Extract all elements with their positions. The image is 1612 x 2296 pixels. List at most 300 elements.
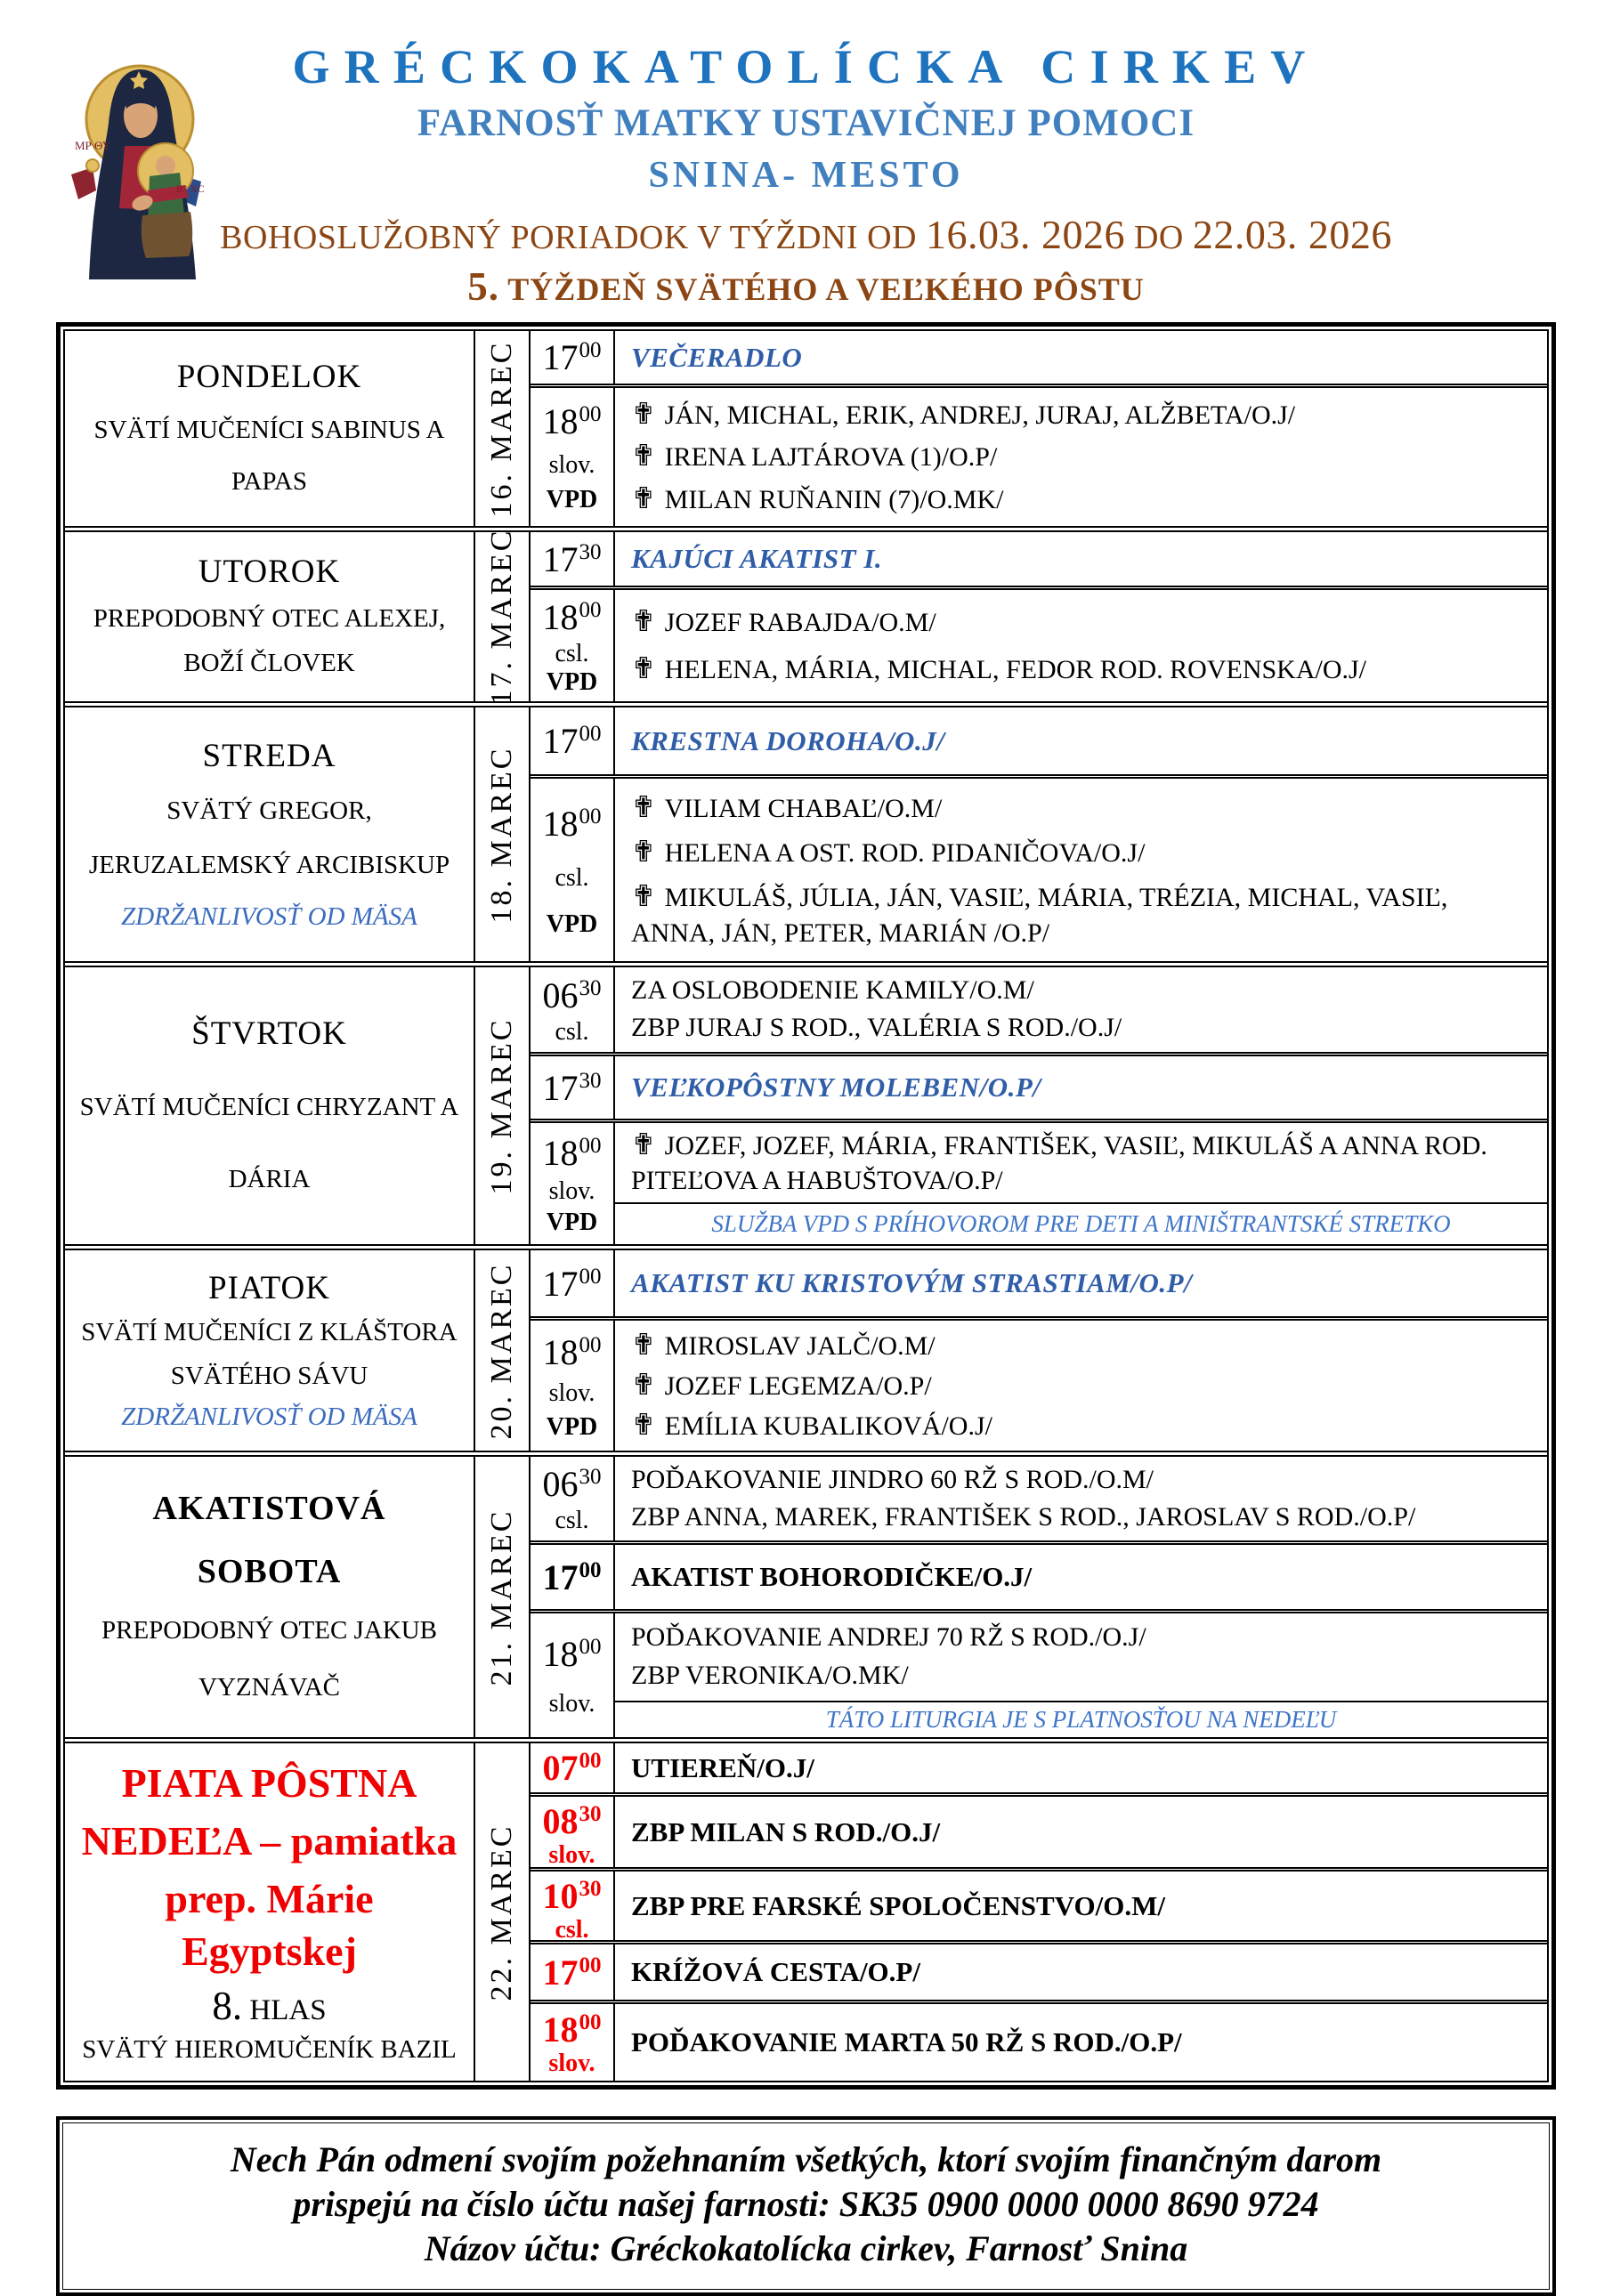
slot-time (543, 1331, 602, 1373)
time-hour: 17 (542, 1067, 579, 1108)
slot-row (531, 1052, 1547, 1119)
slot-row (531, 1457, 1547, 1540)
service-text: ZBP VERONIKA/O.MK/ (631, 1661, 909, 1691)
schedule-table-frame (56, 322, 1556, 2090)
time-minutes: 30 (579, 1068, 602, 1093)
service-text: AKATIST BOHORODIČKE/O.J/ (631, 1561, 1033, 1593)
service-line (631, 1265, 1531, 1301)
time-label: csl. (555, 1018, 589, 1047)
slot-time (543, 1263, 602, 1305)
day-date: 18. MAREC (485, 746, 518, 923)
slot-services-area (615, 388, 1547, 526)
service-text: VEĽKOPÔSTNY MOLEBEN/O.P/ (631, 1071, 1041, 1104)
slot-time (543, 1132, 602, 1174)
slot-time-cell (531, 590, 615, 701)
service-line (631, 1621, 1531, 1654)
service-line (631, 481, 1531, 518)
time-label: slov. (548, 1841, 595, 1869)
slot-time-cell (531, 1250, 615, 1316)
day-title-line: SVÄTÍ MUČENÍCI SABINUS A (93, 416, 445, 445)
day-cell-piatok (65, 1250, 475, 1451)
slot-services (615, 707, 1547, 774)
slot-time (543, 2009, 602, 2050)
day-date: 16. MAREC (485, 340, 518, 517)
date-cell-sobota (475, 1457, 531, 1737)
service-text: VEČERADLO (631, 341, 803, 373)
time-hour: 17 (542, 1952, 579, 1993)
day-cell-stvrtok (65, 967, 475, 1244)
day-title-line: SVÄTÝ HIEROMUČENÍK BAZIL (82, 2035, 457, 2065)
day-date: 17. MAREC (485, 528, 518, 706)
slot-row (531, 532, 1547, 586)
slot-row (531, 967, 1547, 1052)
slot-services-area (615, 532, 1547, 586)
week-title-text: TÝŽDEŇ SVÄTÉHO A VEĽKÉHO PÔSTU (507, 271, 1145, 307)
slot-services (615, 1457, 1547, 1540)
day-title-line: SVÄTÍ MUČENÍCI CHRYZANT A (79, 1093, 459, 1122)
day-title-line: PIATOK (208, 1269, 330, 1306)
slot-services-area (615, 779, 1547, 961)
memorial-cross-icon: ✟ (631, 791, 656, 824)
slot-services-area (615, 1944, 1547, 2000)
service-line (631, 878, 1531, 950)
service-line (631, 1659, 1531, 1693)
slot-row (531, 1540, 1547, 1609)
service-text: ZBP ANNA, MAREK, FRANTIŠEK S ROD., JAROSLAV S ROD./O.P/ (631, 1501, 1416, 1532)
slot-services-area (615, 1797, 1547, 1867)
slot-row (531, 586, 1547, 701)
day-date: 22. MAREC (485, 1823, 518, 2001)
slot-row (531, 1792, 1547, 1867)
slot-row (531, 1119, 1547, 1244)
day-title-line: BOŽÍ ČLOVEK (183, 649, 355, 678)
day-row-streda (65, 701, 1547, 961)
slot-services (615, 1613, 1547, 1701)
day-title-line (212, 1983, 326, 2029)
service-line (631, 1011, 1531, 1045)
slot-time (543, 974, 602, 1016)
time-hour: 18 (542, 401, 579, 442)
time-hour: 10 (542, 1876, 579, 1916)
time-hour: 18 (542, 2009, 579, 2049)
time-minutes: 30 (579, 1802, 602, 1826)
slot-services (615, 1250, 1547, 1316)
day-title-line: ZDRŽANLIVOSŤ OD MÄSA (121, 902, 417, 932)
slot-time-cell (531, 532, 615, 586)
service-line (631, 438, 1531, 475)
time-hour: 17 (542, 1556, 579, 1597)
service-text: UTIEREŇ/O.J/ (631, 1751, 814, 1783)
date-connector: DO (1133, 219, 1184, 256)
day-title-line: PAPAS (231, 467, 307, 497)
time-hour: 17 (542, 337, 579, 377)
service-line (631, 651, 1531, 688)
day-row-utorok (65, 526, 1547, 706)
time-minutes: 00 (579, 1952, 602, 1977)
service-line (631, 1407, 1531, 1444)
service-line (631, 1127, 1531, 1199)
day-title-line: UTOROK (198, 553, 341, 590)
slot-services (615, 1743, 1547, 1792)
memorial-cross-icon: ✟ (631, 881, 656, 914)
time-label: slov. (548, 1379, 595, 1408)
service-line (631, 789, 1531, 827)
memorial-cross-icon: ✟ (631, 1129, 656, 1161)
slot-row (531, 1609, 1547, 1737)
slot-time-cell (531, 967, 615, 1052)
church-title: GRÉCKOKATOLÍCKA CIRKEV (292, 40, 1320, 93)
slot-row (531, 384, 1547, 526)
slot-time (543, 1875, 602, 1917)
slot-services (615, 1872, 1547, 1940)
time-minutes: 00 (579, 1133, 602, 1158)
slot-row (531, 1867, 1547, 1944)
date-cell-nedela (475, 1743, 531, 2081)
date-cell-piatok (475, 1250, 531, 1451)
service-note: TÁTO LITURGIA JE S PLATNOSŤOU NA NEDEĽU (615, 1701, 1547, 1737)
schedule-period-line (0, 211, 1612, 258)
service-line (631, 1750, 1531, 1786)
day-title-line: PIATA PÔSTNA (121, 1760, 417, 1807)
date-from: 16.03. 2026 (925, 212, 1125, 257)
day-slots-stvrtok (531, 967, 1547, 1244)
hlas-number: 8. (212, 1984, 243, 2029)
service-text: ZA OSLOBODENIE KAMILY/O.M/ (631, 975, 1034, 1006)
footer-line: prispejú na číslo účtu našej farnosti: SK35 0900 0000 0000 8690 9724 (293, 2184, 1319, 2224)
service-text: JÁN, MICHAL, ERIK, ANDREJ, JURAJ, ALŽBETA/O.J/ (664, 400, 1296, 431)
time-label: VPD (546, 910, 598, 938)
slot-row (531, 1316, 1547, 1451)
day-title-line: PREPODOBNÝ OTEC ALEXEJ, (93, 603, 446, 633)
service-line (631, 1500, 1531, 1534)
time-label: slov. (548, 1177, 595, 1206)
slot-services-area (615, 707, 1547, 774)
time-hour: 17 (542, 721, 579, 761)
service-line (631, 1559, 1531, 1595)
service-text: MIROSLAV JALČ/O.M/ (664, 1330, 936, 1361)
day-title-line: STREDA (202, 737, 336, 774)
day-title-line: ZDRŽANLIVOSŤ OD MÄSA (121, 1403, 417, 1432)
slot-row (531, 2000, 1547, 2081)
slot-row (531, 1250, 1547, 1316)
day-title-line: ŠTVRTOK (191, 1015, 347, 1053)
slot-time-cell (531, 1872, 615, 1944)
service-text: ZBP MILAN S ROD./O.J/ (631, 1815, 941, 1847)
service-line (631, 1327, 1531, 1364)
week-title (0, 263, 1612, 310)
our-lady-of-perpetual-help-icon (66, 41, 208, 279)
service-text: KRESTNA DOROHA/O.J/ (631, 724, 945, 756)
slot-services (615, 967, 1547, 1052)
time-label: VPD (546, 667, 598, 696)
date-to: 22.03. 2026 (1192, 212, 1392, 257)
service-line (631, 541, 1531, 577)
slot-services (615, 1056, 1547, 1119)
slot-time-cell (531, 1321, 615, 1451)
day-title-line: SVÄTÉHO SÁVU (170, 1361, 369, 1390)
service-line (631, 2025, 1531, 2060)
slot-services (615, 388, 1547, 526)
service-line (631, 724, 1531, 759)
slot-time-cell (531, 1613, 615, 1737)
service-text: POĎAKOVANIE MARTA 50 RŽ S ROD./O.P/ (631, 2026, 1182, 2058)
slot-time-cell (531, 1056, 615, 1119)
slot-services (615, 2004, 1547, 2081)
slot-services (615, 1123, 1547, 1202)
slot-row (531, 1940, 1547, 2000)
slot-time (543, 1067, 602, 1109)
time-label: csl. (555, 1916, 589, 1944)
time-hour: 08 (542, 1801, 579, 1841)
service-line (631, 396, 1531, 433)
service-text: HELENA, MÁRIA, MICHAL, FEDOR ROD. ROVENSKA/O.J/ (664, 654, 1367, 684)
day-date: 20. MAREC (485, 1262, 518, 1439)
day-title-line: AKATISTOVÁ (152, 1490, 386, 1528)
date-cell-pondelok (475, 331, 531, 526)
slot-services-area (615, 1321, 1547, 1451)
time-minutes: 00 (579, 597, 602, 622)
time-label: slov. (548, 450, 595, 479)
slot-services-area (615, 1250, 1547, 1316)
day-cell-nedela (65, 1743, 475, 2081)
day-title-line: JERUZALEMSKÝ ARCIBISKUP (88, 850, 450, 879)
slot-time (543, 803, 602, 845)
icon-inscription-right: ΙϹ ΧϹ (176, 182, 205, 195)
slot-time (543, 720, 602, 762)
time-label: VPD (546, 1412, 598, 1441)
slot-services-area (615, 590, 1547, 701)
slot-services-area (615, 967, 1547, 1052)
memorial-cross-icon: ✟ (631, 482, 656, 515)
slot-time-cell (531, 388, 615, 526)
footer-box-inner (62, 2122, 1550, 2290)
service-text: KRÍŽOVÁ CESTA/O.P/ (631, 1956, 920, 1988)
service-text: VILIAM CHABAĽ/O.M/ (664, 793, 943, 823)
day-date: 19. MAREC (485, 1017, 518, 1194)
time-minutes: 30 (579, 539, 602, 564)
time-label: csl. (555, 863, 589, 892)
service-text: POĎAKOVANIE JINDRO 60 RŽ S ROD./O.M/ (631, 1465, 1154, 1495)
service-line (631, 1367, 1531, 1404)
slot-time (543, 336, 602, 378)
slot-time-cell (531, 1797, 615, 1867)
time-minutes: 00 (579, 2009, 602, 2034)
time-minutes: 30 (579, 975, 602, 1000)
footer-box (56, 2116, 1556, 2296)
memorial-cross-icon: ✟ (631, 441, 656, 473)
service-text: MILAN RUŇANIN (7)/O.MK/ (664, 484, 1004, 514)
day-slots-pondelok (531, 331, 1547, 526)
slot-time-cell (531, 779, 615, 961)
day-cell-pondelok (65, 331, 475, 526)
time-minutes: 00 (579, 1749, 602, 1773)
slot-time (543, 596, 602, 638)
parish-title: FARNOSŤ MATKY USTAVIČNEJ POMOCI (417, 102, 1195, 144)
time-label: slov. (548, 1690, 595, 1718)
service-line (631, 603, 1531, 641)
slot-services-area (615, 1056, 1547, 1119)
slot-services-area (615, 1613, 1547, 1737)
day-row-pondelok (65, 331, 1547, 526)
slot-time-cell (531, 707, 615, 774)
time-hour: 18 (542, 1634, 579, 1675)
time-hour: 17 (542, 1263, 579, 1304)
time-minutes: 00 (579, 338, 602, 362)
slot-services (615, 590, 1547, 701)
day-title-line: DÁRIA (228, 1165, 311, 1194)
day-title-line: prep. Márie Egyptskej (165, 1875, 374, 1975)
time-hour: 07 (542, 1748, 579, 1788)
service-text: ZBP JURAJ S ROD., VALÉRIA S ROD./O.J/ (631, 1013, 1122, 1043)
slot-services (615, 1944, 1547, 2000)
slot-time (543, 400, 602, 442)
day-title-line: PONDELOK (176, 359, 362, 396)
time-label: csl. (555, 1507, 589, 1535)
slot-time-cell (531, 331, 615, 384)
day-slots-piatok (531, 1250, 1547, 1451)
time-hour: 06 (542, 1464, 579, 1505)
slot-row (531, 707, 1547, 774)
slot-services-area (615, 1743, 1547, 1792)
service-line (631, 1954, 1531, 1990)
service-line (631, 340, 1531, 376)
memorial-cross-icon: ✟ (631, 1369, 656, 1402)
service-text: KAJÚCI AKATIST I. (631, 543, 883, 575)
service-line (631, 1888, 1531, 1924)
day-cell-utorok (65, 532, 475, 701)
town-title: SNINA- MESTO (648, 155, 964, 196)
slot-time (543, 1556, 602, 1598)
day-row-piatok (65, 1244, 1547, 1451)
slot-time (543, 1800, 602, 1842)
service-note: SLUŽBA VPD S PRÍHOVOROM PRE DETI A MINIŠTRANTSKÉ STRETKO (615, 1202, 1547, 1244)
service-line (631, 974, 1531, 1007)
time-hour: 18 (542, 596, 579, 637)
day-row-sobota (65, 1451, 1547, 1737)
slot-row (531, 1743, 1547, 1792)
slot-services (615, 532, 1547, 586)
service-text: IRENA LAJTÁROVA (1)/O.P/ (664, 442, 998, 473)
slot-time-cell (531, 2004, 615, 2081)
date-cell-streda (475, 707, 531, 961)
slot-time (543, 1633, 602, 1675)
date-cell-utorok (475, 528, 531, 706)
time-hour: 18 (542, 803, 579, 844)
time-hour: 06 (542, 974, 579, 1015)
memorial-cross-icon: ✟ (631, 837, 656, 869)
time-minutes: 30 (579, 1465, 602, 1490)
slot-services (615, 1545, 1547, 1609)
service-line (631, 834, 1531, 871)
day-slots-sobota (531, 1457, 1547, 1737)
footer-line: Nech Pán odmení svojím požehnaním všetkých, ktorí svojím finančným darom (230, 2139, 1382, 2179)
slot-services-area (615, 1457, 1547, 1540)
day-row-nedela (65, 1737, 1547, 2081)
slot-services (615, 779, 1547, 961)
service-text: EMÍLIA KUBALIKOVÁ/O.J/ (664, 1411, 992, 1441)
slot-time-cell (531, 1457, 615, 1540)
time-minutes: 00 (579, 722, 602, 746)
service-line (631, 1815, 1531, 1850)
slot-time-cell (531, 1545, 615, 1609)
footer-line: Názov účtu: Gréckokatolícka cirkev, Farnosť Snina (424, 2228, 1188, 2268)
day-title-line: SVÄTÍ MUČENÍCI Z KLÁŠTORA (81, 1318, 458, 1347)
slot-services (615, 1797, 1547, 1867)
day-cell-streda (65, 707, 475, 961)
time-minutes: 00 (579, 1557, 602, 1582)
hlas-label: HLAS (242, 1994, 327, 2027)
time-label: csl. (555, 639, 589, 667)
time-label: VPD (546, 486, 598, 514)
slot-services (615, 1321, 1547, 1451)
slot-time (543, 1747, 602, 1789)
service-text: ZBP PRE FARSKÉ SPOLOČENSTVO/O.M/ (631, 1889, 1165, 1921)
day-title-line: SVÄTÝ GREGOR, (166, 796, 372, 826)
memorial-cross-icon: ✟ (631, 1409, 656, 1442)
time-label: VPD (546, 1209, 598, 1237)
time-label: slov. (548, 2049, 595, 2078)
icon-inscription-left: ΜΡ ΘΥ (75, 139, 111, 152)
day-title-line: SOBOTA (197, 1552, 342, 1590)
slot-time-cell (531, 1944, 615, 2000)
slot-services-area (615, 1872, 1547, 1940)
time-hour: 18 (542, 1132, 579, 1173)
time-hour: 18 (542, 1332, 579, 1373)
week-number: 5. (467, 264, 499, 309)
service-text: JOZEF RABAJDA/O.M/ (664, 607, 936, 637)
slot-services-area (615, 1123, 1547, 1244)
theotokos-icon-image (66, 41, 208, 279)
day-title-line: PREPODOBNÝ OTEC JAKUB (101, 1615, 438, 1645)
service-line (631, 1463, 1531, 1497)
day-row-stvrtok (65, 961, 1547, 1244)
slot-row (531, 331, 1547, 384)
slot-services-area (615, 331, 1547, 384)
memorial-cross-icon: ✟ (631, 399, 656, 432)
time-minutes: 00 (579, 1635, 602, 1660)
memorial-cross-icon: ✟ (631, 605, 656, 638)
slot-services-area (615, 1545, 1547, 1609)
slot-services (615, 331, 1547, 384)
time-minutes: 00 (579, 804, 602, 829)
slot-time (543, 538, 602, 580)
memorial-cross-icon: ✟ (631, 1329, 656, 1362)
slot-services-area (615, 2004, 1547, 2081)
service-text: MIKULÁŠ, JÚLIA, JÁN, VASIĽ, MÁRIA, TRÉZIA, MICHAL, VASIĽ, ANNA, JÁN, PETER, MARIÁN /O.P/ (631, 883, 1448, 948)
day-cell-sobota (65, 1457, 475, 1737)
time-minutes: 00 (579, 1264, 602, 1289)
service-text: JOZEF, JOZEF, MÁRIA, FRANTIŠEK, VASIĽ, MIKULÁŠ A ANNA ROD. PITEĽOVA A HABUŠTOVA/O.P/ (631, 1131, 1487, 1196)
service-text: POĎAKOVANIE ANDREJ 70 RŽ S ROD./O.J/ (631, 1622, 1146, 1653)
slot-time (543, 1463, 602, 1505)
day-slots-utorok (531, 532, 1547, 701)
service-text: HELENA A OST. ROD. PIDANIČOVA/O.J/ (664, 838, 1146, 869)
day-slots-streda (531, 707, 1547, 961)
header (0, 0, 1612, 310)
service-text: JOZEF LEGEMZA/O.P/ (664, 1370, 932, 1401)
schedule-prefix: BOHOSLUŽOBNÝ PORIADOK V TÝŽDNI OD (220, 219, 917, 256)
time-minutes: 30 (579, 1877, 602, 1901)
slot-time (543, 1952, 602, 1993)
day-title-line: NEDEĽA – pamiatka (81, 1817, 458, 1863)
schedule-table (63, 329, 1549, 2082)
day-title-line: VYZNÁVAČ (198, 1672, 340, 1702)
memorial-cross-icon: ✟ (631, 652, 656, 685)
day-slots-nedela (531, 1743, 1547, 2081)
slot-time-cell (531, 1743, 615, 1792)
slot-row (531, 774, 1547, 961)
time-minutes: 00 (579, 402, 602, 427)
